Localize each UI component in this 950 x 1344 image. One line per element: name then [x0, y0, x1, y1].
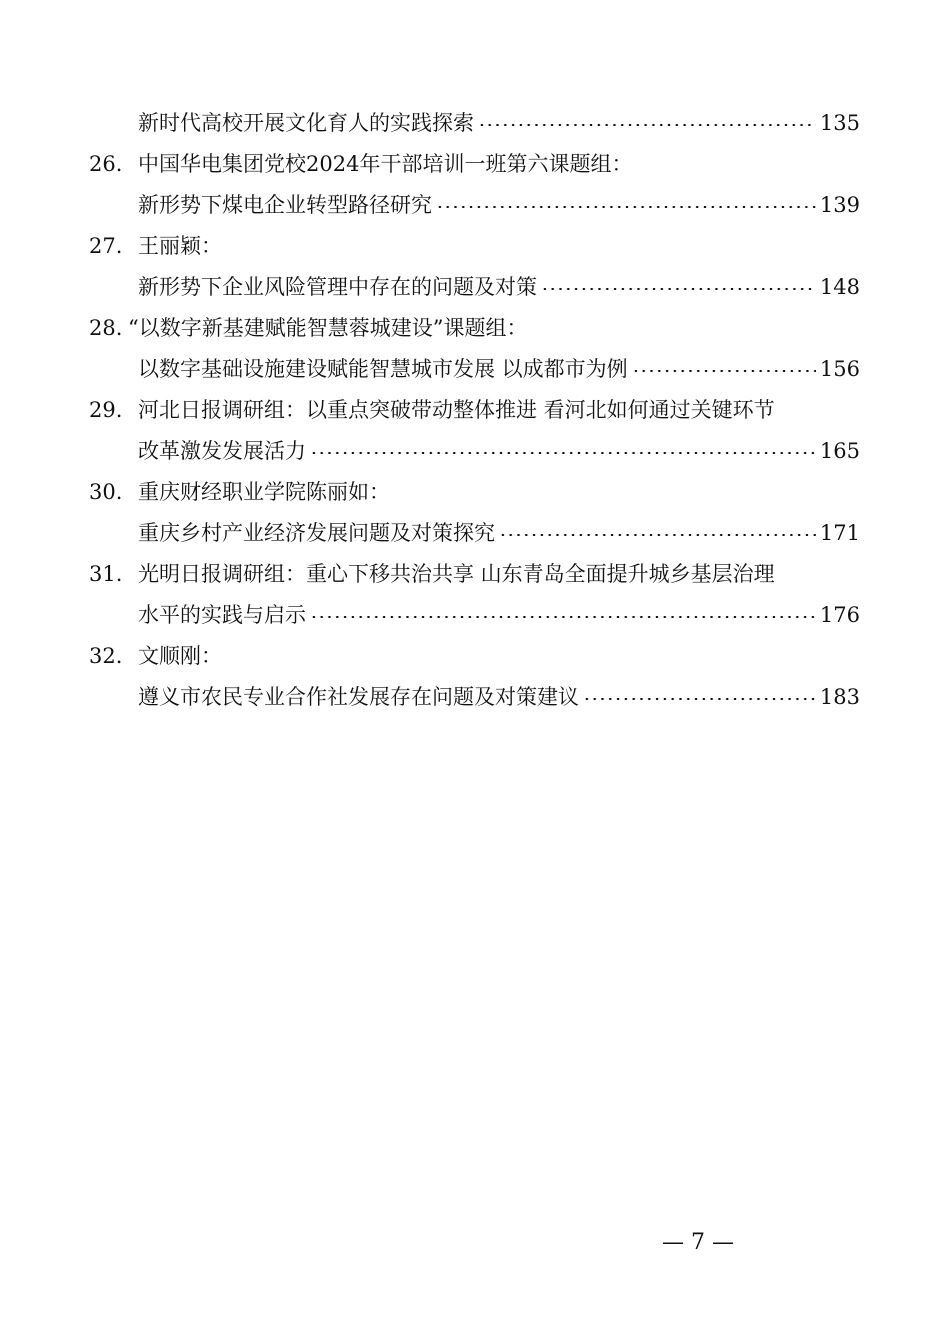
entry-number: 27. [89, 234, 123, 258]
dot-leader [478, 124, 816, 126]
toc-entry-title-line[interactable] [138, 677, 860, 717]
toc-entry-title-line[interactable] [138, 267, 860, 307]
toc-entry-title-line[interactable] [138, 103, 860, 143]
entry-title: 水平的实践与启示 [138, 603, 306, 627]
dot-leader [541, 288, 816, 290]
entry-title: 新时代高校开展文化育人的实践探索 [138, 111, 474, 135]
toc-entry-title-line[interactable] [138, 185, 860, 225]
toc-entry-title-line[interactable] [138, 513, 860, 553]
entry-page-number: 156 [819, 357, 860, 381]
entry-author: 王丽颖： [138, 234, 222, 258]
entry-author: 重庆财经职业学院陈丽如： [138, 480, 390, 504]
entry-page-number: 165 [819, 439, 860, 463]
toc-entry-author-line [0, 226, 860, 266]
entry-author: 文顺刚： [138, 644, 222, 668]
entry-author: 河北日报调研组：以重点突破带动整体推进 看河北如何通过关键环节 [138, 398, 775, 422]
toc-entry-author-line [0, 390, 860, 430]
toc-entry-title-line[interactable] [138, 431, 860, 471]
entry-title: 新形势下企业风险管理中存在的问题及对策 [138, 275, 537, 299]
entry-number: 28. [89, 316, 123, 340]
entry-title: 重庆乡村产业经济发展问题及对策探究 [138, 521, 495, 545]
toc-entry-author-line [0, 472, 860, 512]
entry-title: 改革激发发展活力 [138, 439, 306, 463]
entry-number: 30. [89, 480, 123, 504]
dot-leader [310, 452, 816, 454]
dot-leader [310, 616, 816, 618]
entry-page-number: 148 [819, 275, 860, 299]
page-footer-number: — 7 — [662, 1230, 734, 1255]
dot-leader [499, 534, 816, 536]
entry-title: 以数字基础设施建设赋能智慧城市发展 以成都市为例 [138, 357, 628, 381]
entry-page-number: 139 [819, 193, 860, 217]
toc-entry-author-line [0, 308, 860, 348]
toc-entry-author-line [0, 144, 860, 184]
entry-number: 26. [89, 152, 123, 176]
entry-author: 光明日报调研组：重心下移共治共享 山东青岛全面提升城乡基层治理 [138, 562, 775, 586]
entry-number: 32. [89, 644, 123, 668]
entry-title: 新形势下煤电企业转型路径研究 [138, 193, 432, 217]
entry-page-number: 183 [819, 685, 860, 709]
entry-author: “以数字新基建赋能智慧蓉城建设”课题组： [128, 316, 528, 340]
toc-entry-title-line[interactable] [138, 595, 860, 635]
entry-page-number: 171 [819, 521, 860, 545]
entry-title: 遵义市农民专业合作社发展存在问题及对策建议 [138, 685, 579, 709]
toc-entry-author-line [0, 636, 860, 676]
toc-entry-title-line[interactable] [138, 349, 860, 389]
dot-leader [436, 206, 816, 208]
entry-page-number: 176 [819, 603, 860, 627]
entry-author: 中国华电集团党校2024年干部培训一班第六课题组： [138, 152, 633, 176]
entry-number: 29. [89, 398, 123, 422]
entry-number: 31. [89, 562, 123, 586]
toc-entry-author-line [0, 554, 860, 594]
entry-page-number: 135 [819, 111, 860, 135]
dot-leader [583, 698, 816, 700]
dot-leader [632, 370, 816, 372]
